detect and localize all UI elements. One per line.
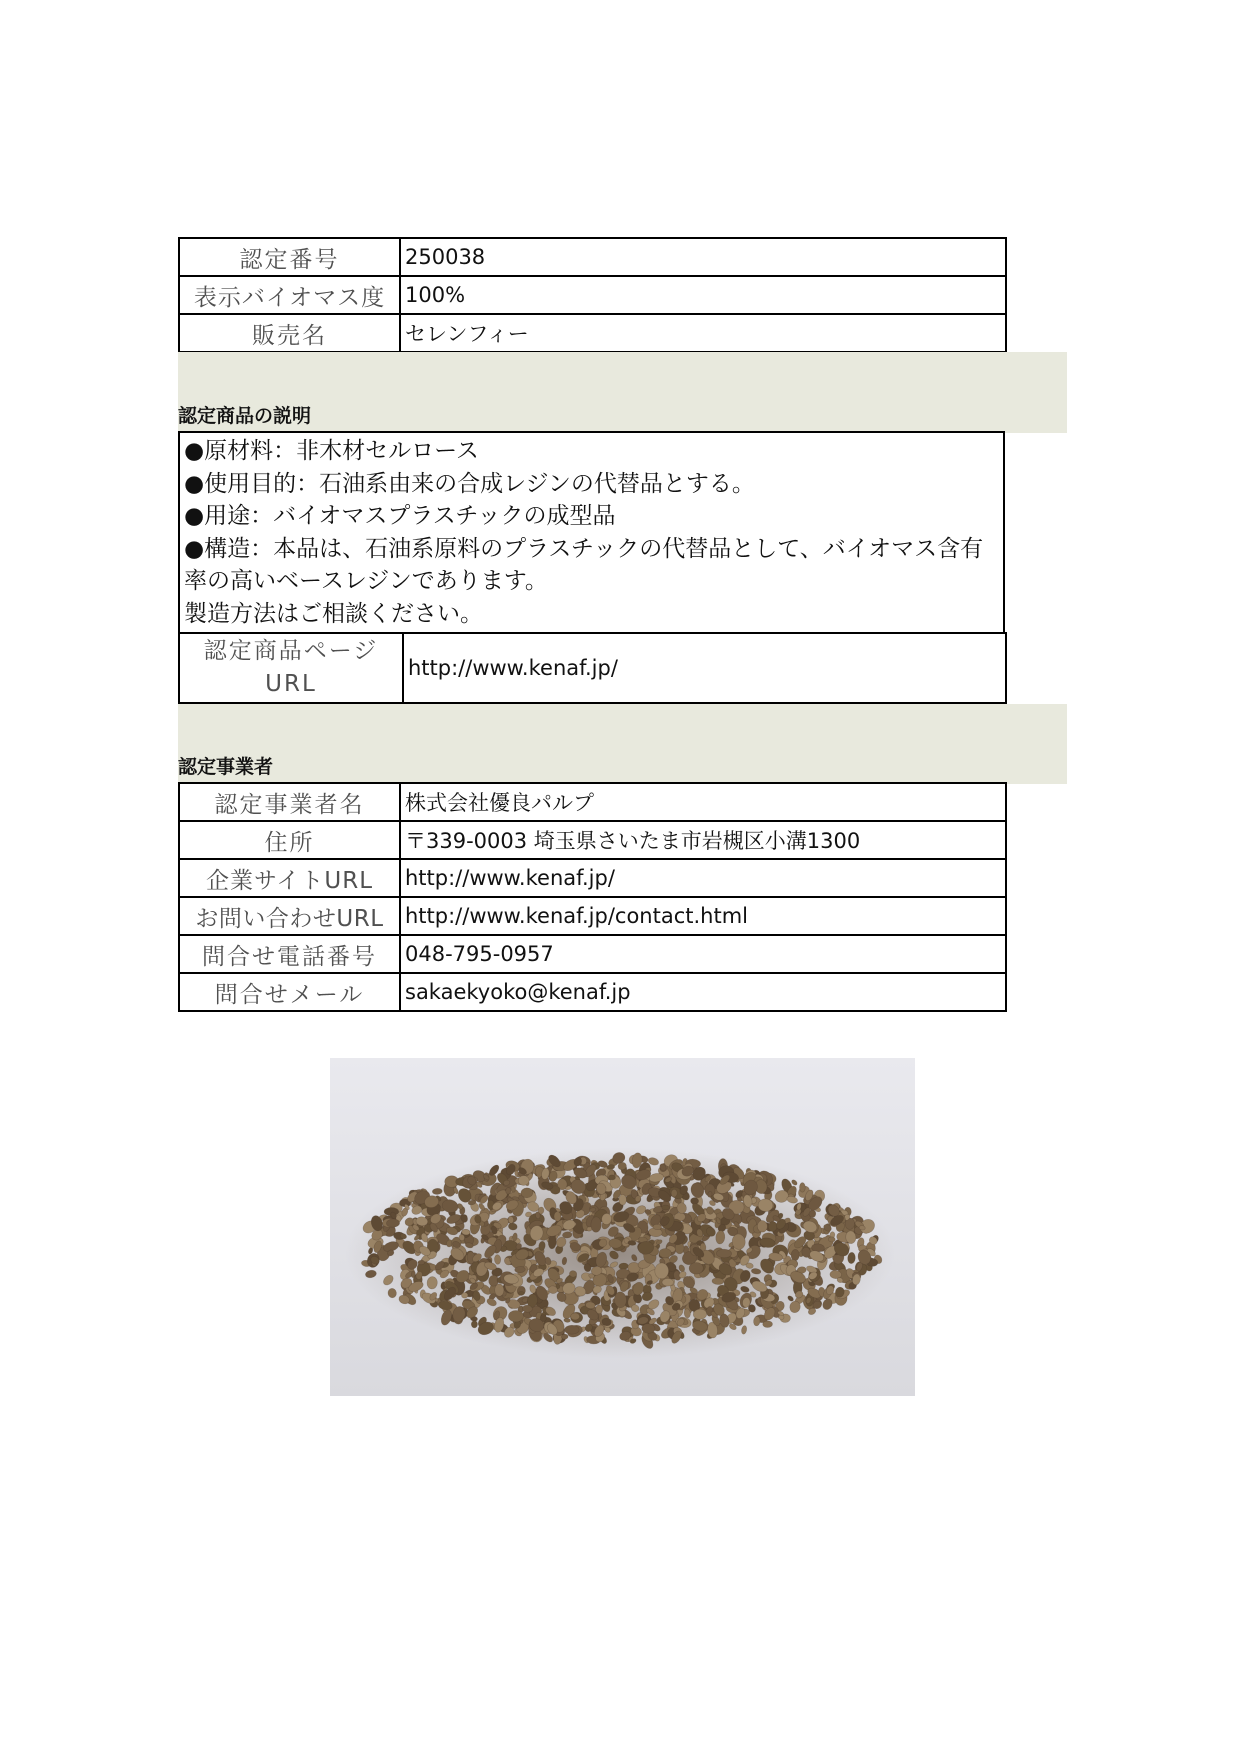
pellet <box>495 1284 504 1297</box>
company-site-link[interactable]: http://www.kenaf.jp/ <box>400 859 1006 897</box>
value-address: 〒339-0003 埼玉県さいたま市岩槻区小溝1300 <box>400 821 1006 859</box>
product-description <box>178 431 1005 634</box>
section-title-product: 認定商品の説明 <box>178 405 312 427</box>
section-band-product <box>178 352 1067 433</box>
row-contact-url <box>179 897 1006 935</box>
label-certification-number: 認定番号 <box>179 238 400 276</box>
pellet <box>561 1334 568 1340</box>
section-band-business <box>178 704 1067 784</box>
pellet <box>655 1263 669 1279</box>
value-phone: 048-795-0957 <box>400 935 1006 973</box>
email-link[interactable]: sakaekyoko@kenaf.jp <box>400 973 1006 1011</box>
pellet <box>662 1279 674 1287</box>
pellet <box>763 1321 773 1328</box>
label-email: 問合せメール <box>179 973 400 1011</box>
pellet <box>608 1175 615 1181</box>
pellet <box>653 1224 662 1230</box>
pellet <box>659 1249 671 1258</box>
pellet <box>508 1216 514 1224</box>
description-line: 製造方法はご相談ください。 <box>184 600 483 627</box>
pellet <box>758 1199 773 1212</box>
pellet <box>619 1195 627 1206</box>
row-certification-number <box>179 238 1006 276</box>
value-product-name: セレンフィー <box>400 314 1006 352</box>
pellet <box>571 1313 580 1320</box>
pellet <box>432 1188 442 1195</box>
label-company-site: 企業サイトURL <box>179 859 400 897</box>
contact-url-link[interactable]: http://www.kenaf.jp/contact.html <box>400 897 1006 935</box>
pellet <box>591 1217 602 1233</box>
pellet <box>418 1260 425 1265</box>
row-product-url <box>179 633 1006 703</box>
row-company-site <box>179 859 1006 897</box>
pellet <box>757 1220 768 1232</box>
pellet <box>521 1188 533 1198</box>
label-business-name: 認定事業者名 <box>179 783 400 821</box>
pellet <box>569 1270 577 1277</box>
label-biomass-degree: 表示バイオマス度 <box>179 276 400 314</box>
label-contact-url: お問い合わせURL <box>179 897 400 935</box>
pellet <box>554 1211 562 1221</box>
row-biomass-degree <box>179 276 1006 314</box>
label-phone: 問合せ電話番号 <box>179 935 400 973</box>
product-photo <box>330 1058 915 1396</box>
business-table <box>178 782 1007 1012</box>
product-url-link[interactable]: http://www.kenaf.jp/ <box>403 633 1006 703</box>
pellet <box>662 1205 670 1210</box>
pellet <box>505 1187 511 1194</box>
description-line: ●原材料：非木材セルロース <box>184 438 479 464</box>
pellet <box>386 1219 399 1228</box>
description-line: ●使用目的：石油系由来の合成レジンの代替品とする。 <box>184 470 755 497</box>
value-certification-number: 250038 <box>400 238 1006 276</box>
label-product-name: 販売名 <box>179 314 400 352</box>
pellet <box>671 1189 677 1197</box>
pellet <box>828 1237 835 1242</box>
row-email <box>179 973 1006 1011</box>
pellet <box>606 1164 614 1170</box>
label-product-url-line1: 認定商品ページ <box>203 638 379 664</box>
value-biomass-degree: 100% <box>400 276 1006 314</box>
description-line: ●構造：本品は、石油系原料のプラスチックの代替品として、バイオマス含有 <box>184 535 984 562</box>
pellet <box>716 1249 731 1258</box>
value-business-name: 株式会社優良パルプ <box>400 783 1006 821</box>
certification-header-table <box>178 237 1007 353</box>
pellet <box>461 1292 468 1298</box>
pellet <box>518 1291 524 1295</box>
label-product-url-line2: URL <box>265 671 317 697</box>
description-line: ●用途：バイオマスプラスチックの成型品 <box>184 503 616 529</box>
pellet <box>689 1262 703 1274</box>
section-title-business: 認定事業者 <box>178 756 274 778</box>
pellet <box>494 1254 501 1264</box>
pellet <box>791 1249 800 1261</box>
pellet <box>800 1183 806 1193</box>
row-phone <box>179 935 1006 973</box>
pellet <box>565 1325 580 1334</box>
product-url-table <box>178 632 1007 704</box>
row-address <box>179 821 1006 859</box>
pellet <box>471 1321 477 1328</box>
row-business-name <box>179 783 1006 821</box>
description-line: 率の高いベースレジンであります。 <box>184 568 548 594</box>
label-address: 住所 <box>179 821 400 859</box>
pellet <box>508 1311 523 1322</box>
label-product-url <box>179 633 403 703</box>
row-product-name <box>179 314 1006 352</box>
